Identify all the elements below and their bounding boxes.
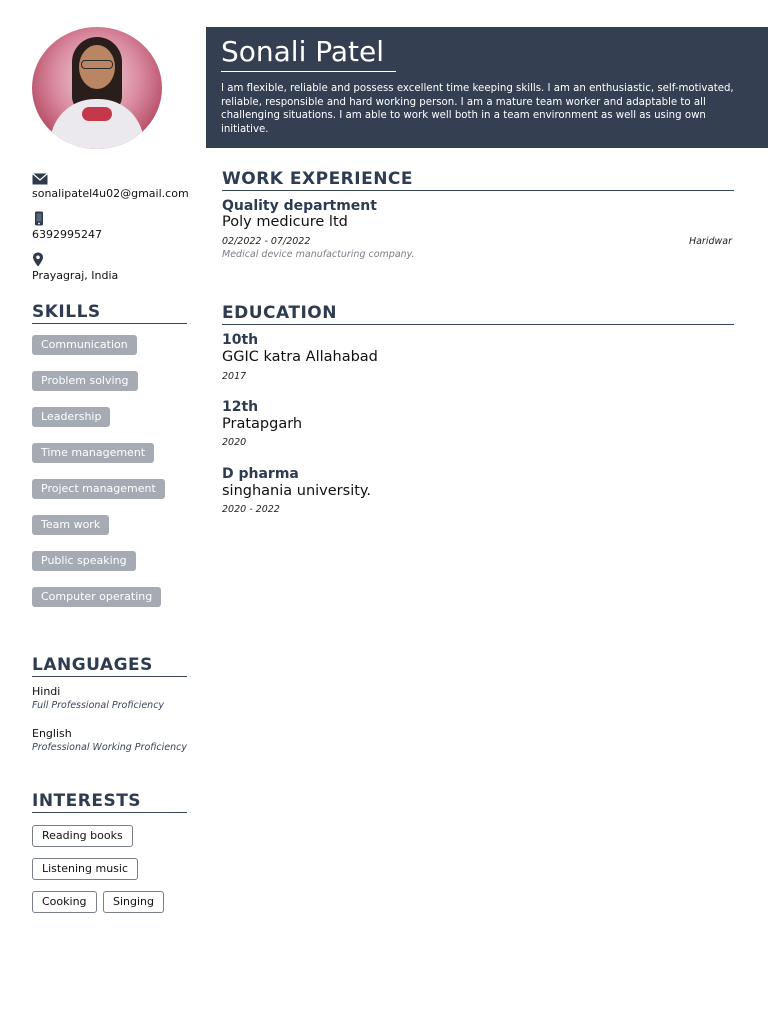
interests-heading: INTERESTS xyxy=(32,791,187,813)
contact-phone xyxy=(32,211,192,241)
work-experience-heading: WORK EXPERIENCE xyxy=(222,169,734,191)
phone-text: 6392995247 xyxy=(32,228,102,241)
location-pin-icon xyxy=(32,252,192,266)
education-degree: 10th xyxy=(222,332,259,348)
education-school: singhania university. xyxy=(222,483,372,499)
contact-email xyxy=(32,170,192,200)
interest-tag: Listening music xyxy=(32,858,138,880)
header-banner xyxy=(206,27,768,148)
language-level: Full Professional Proficiency xyxy=(32,700,165,711)
education-dates: 2020 - 2022 xyxy=(222,504,280,515)
contact-location xyxy=(32,252,192,282)
language-level: Professional Working Proficiency xyxy=(32,742,187,753)
education-heading: EDUCATION xyxy=(222,303,734,325)
skill-tag: Communication xyxy=(32,335,137,355)
education-degree: 12th xyxy=(222,399,259,415)
envelope-icon xyxy=(32,170,192,184)
location-text: Prayagraj, India xyxy=(32,269,119,282)
language-name: Hindi xyxy=(32,685,61,698)
education-dates: 2017 xyxy=(222,371,247,382)
job-description: Medical device manufacturing company. xyxy=(222,249,415,260)
languages-heading: LANGUAGES xyxy=(32,655,187,677)
education-dates: 2020 xyxy=(222,437,247,448)
profile-summary: I am flexible, reliable and possess excellent time keeping skills. I am an enthusiastic, self-motivated, reliable, responsible and hard working person. I am a mature team worker and adaptable to all challenging situations. I am able to work well both in a team environment as well as using own initiative. xyxy=(221,83,734,135)
email-text[interactable]: sonalipatel4u02@gmail.com xyxy=(32,187,189,200)
education-school: GGIC katra Allahabad xyxy=(222,349,378,365)
skill-tag: Team work xyxy=(32,515,109,535)
phone-icon xyxy=(32,211,192,225)
skill-tag: Leadership xyxy=(32,407,110,427)
skill-tag: Problem solving xyxy=(32,371,138,391)
job-dates: 02/2022 - 07/2022 xyxy=(222,236,311,247)
candidate-name: Sonali Patel xyxy=(221,35,385,68)
job-title: Quality department xyxy=(222,198,377,214)
skill-tag: Public speaking xyxy=(32,551,136,571)
skill-tag: Project management xyxy=(32,479,165,499)
skill-tag: Time management xyxy=(32,443,154,463)
interest-tag: Singing xyxy=(103,891,164,913)
skills-heading: SKILLS xyxy=(32,302,187,324)
profile-photo xyxy=(32,27,162,149)
language-name: English xyxy=(32,727,72,740)
interest-tag: Cooking xyxy=(32,891,97,913)
education-degree: D pharma xyxy=(222,466,299,482)
job-location: Haridwar xyxy=(688,236,732,247)
name-underline xyxy=(221,71,396,72)
skill-tag: Computer operating xyxy=(32,587,161,607)
interest-tag: Reading books xyxy=(32,825,133,847)
job-company: Poly medicure ltd xyxy=(222,214,348,230)
education-school: Pratapgarh xyxy=(222,416,303,432)
